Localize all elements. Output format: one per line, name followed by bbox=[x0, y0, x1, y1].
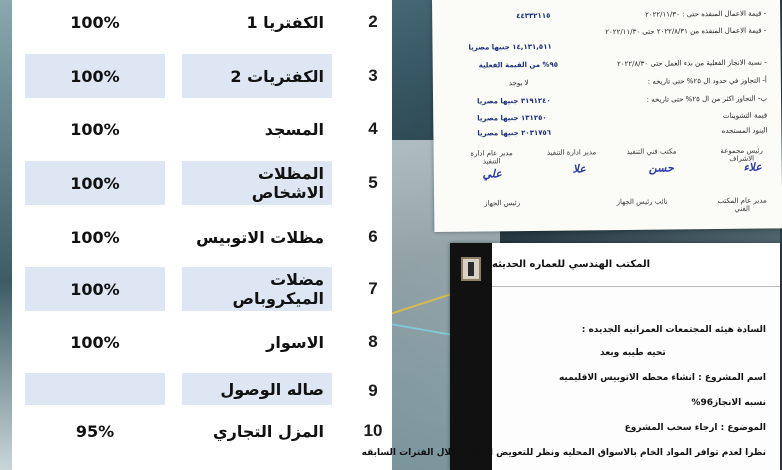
item-percent: 100% bbox=[70, 227, 120, 247]
item-name: المزل التجاري bbox=[212, 421, 324, 441]
signer-title: مدير عام المكتب الفني bbox=[717, 196, 767, 213]
item-name: الكفتريات 2 bbox=[182, 54, 332, 98]
table-row bbox=[12, 0, 392, 48]
report-value: ٢٠٣١٧٥٦ جنيها مصريا bbox=[477, 128, 552, 138]
item-name: صاله الوصول bbox=[182, 373, 332, 405]
item-name: الكفتريا 1 bbox=[246, 12, 324, 32]
table-row bbox=[12, 263, 392, 315]
letter-greeting: تحيه طيبه وبعد bbox=[600, 348, 666, 358]
item-percent: 100% bbox=[25, 161, 165, 205]
report-label: - نسبة الانجاز الفعلية من بدء العمل حتى ٢٠٢٢/٨/٣٠ bbox=[617, 58, 767, 69]
progress-report-document bbox=[432, 0, 782, 232]
letter-completion: نسبه الانجاز96% bbox=[691, 398, 766, 408]
item-name: المسجد bbox=[264, 119, 324, 139]
report-label: - قيمة الاعمال المنفذه من ٢٠٢٢/٨/٣١ حتى ٢٠٢٢/١١/٣٠ bbox=[605, 26, 767, 37]
progress-table bbox=[12, 0, 392, 470]
table-row bbox=[12, 103, 392, 155]
item-percent: 100% bbox=[70, 332, 120, 352]
signer-title: رئيس الجهاز bbox=[484, 199, 521, 208]
signer-title: رئيس مجموعة الاشراف bbox=[720, 146, 763, 163]
item-name: المظلات الاشخاص bbox=[182, 161, 332, 205]
table-row bbox=[12, 50, 392, 102]
report-value: ٩٥% من القيمة الفعلية bbox=[478, 60, 559, 70]
item-name: مضلات الميكروباص bbox=[182, 267, 332, 311]
signer-title: نائب رئيس الجهاز bbox=[616, 197, 668, 207]
row-number: 4 bbox=[368, 119, 378, 138]
table-row bbox=[12, 405, 392, 457]
item-percent: 100% bbox=[25, 54, 165, 98]
item-percent bbox=[25, 373, 165, 405]
table-row bbox=[12, 157, 392, 209]
handwritten-signature: علي bbox=[482, 167, 502, 181]
report-label: قيمة التشوينات bbox=[722, 111, 768, 120]
table-row bbox=[12, 211, 392, 263]
row-number: 8 bbox=[368, 332, 378, 351]
row-number: 2 bbox=[368, 12, 378, 31]
table-row bbox=[12, 316, 392, 368]
item-percent: 100% bbox=[70, 12, 120, 32]
report-label: البنود المستجده bbox=[721, 126, 768, 135]
report-label: أ- التجاوز في حدود ال ٢٥% حتى تاريخه : bbox=[647, 76, 767, 86]
row-number: 6 bbox=[368, 227, 378, 246]
letter-addressee: السادة هيئه المجتمعات العمرانيه الجديده : bbox=[581, 325, 766, 335]
letter-body: نظرا لعدم توافر المواد الخام بالاسواق المحليه ونظر للتعويض المتكرر خلال الفترات السابقه bbox=[361, 448, 766, 458]
row-number: 7 bbox=[368, 279, 378, 298]
handwritten-signature: علا bbox=[572, 162, 586, 176]
company-logo-icon bbox=[461, 257, 481, 281]
report-label: ب- التجاوز اكثر من ال ٢٥% حتى تاريخه : bbox=[646, 94, 768, 104]
signer-title: مكتب فني التنفيذ bbox=[626, 147, 677, 156]
report-label: - قيمة الاعمال المنفذه حتى : ٢٠٢٢/١١/٣٠ bbox=[645, 9, 767, 19]
report-value: ١٤,١٣١,٥١١ جنيها مصريا bbox=[468, 42, 552, 52]
signer-title: مدير ادارة التنفيذ bbox=[546, 148, 597, 157]
item-name: مظلات الاتوبيس bbox=[196, 227, 324, 247]
item-percent: 100% bbox=[70, 119, 120, 139]
report-value: ٣١٩١٢٤٠ جنيها مصريا bbox=[477, 96, 551, 106]
handwritten-signature: حسن bbox=[648, 161, 674, 175]
row-number: 9 bbox=[368, 381, 378, 400]
report-value: ١٣١٢٥٠ جنيها مصريا bbox=[477, 113, 547, 123]
item-percent: 95% bbox=[75, 421, 115, 441]
report-value: ٤٤٣٣٢١١٥ bbox=[516, 11, 551, 21]
row-number: 10 bbox=[363, 421, 383, 440]
item-name: الاسوار bbox=[266, 332, 324, 352]
item-percent: 100% bbox=[25, 267, 165, 311]
letter-project: اسم المشروع : انشاء محطه الاتوبيس الاقليميه bbox=[558, 373, 766, 383]
handwritten-signature: علاء bbox=[743, 160, 762, 174]
report-value: لا يوجد bbox=[508, 78, 529, 88]
row-number: 5 bbox=[368, 173, 378, 192]
letterhead-title: المكتب الهندسي للعماره الحديثه bbox=[492, 243, 780, 287]
letter-subject: الموضوع : ارجاء سحب المشروع bbox=[624, 423, 766, 433]
signer-title: مدير عام ادارة التنفيذ bbox=[470, 149, 513, 166]
row-number: 3 bbox=[368, 66, 378, 85]
